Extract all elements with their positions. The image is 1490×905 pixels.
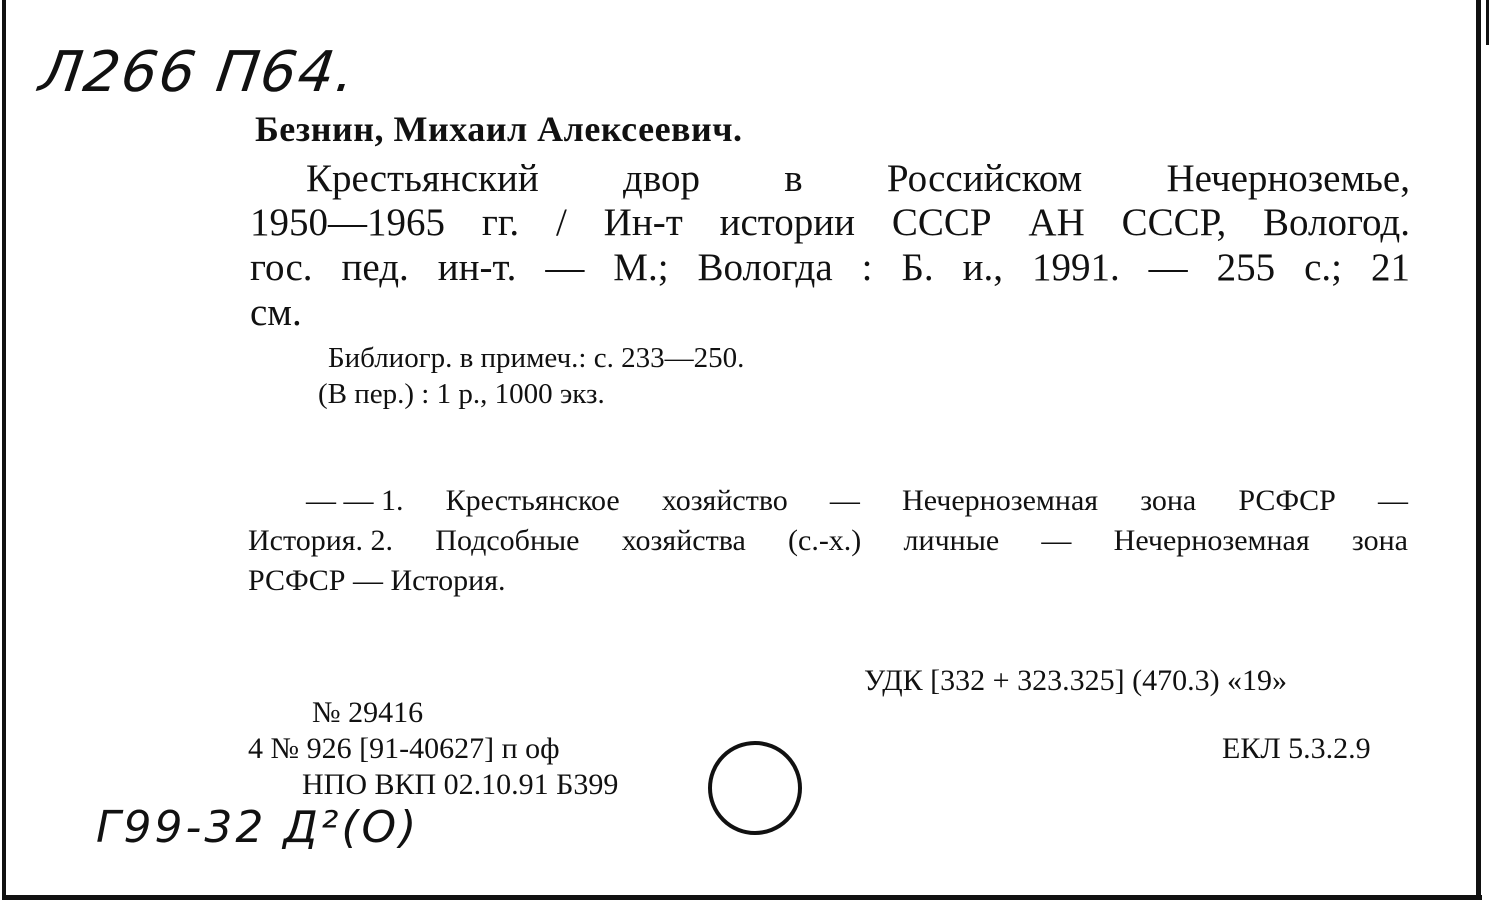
title-word: 1991. bbox=[1031, 246, 1120, 289]
subject-word: хозяйство bbox=[661, 484, 788, 517]
subject-line-1 bbox=[248, 481, 1408, 521]
title-word: 21 bbox=[1370, 246, 1410, 289]
ekl-classification: ЕКЛ 5.3.2.9 bbox=[1222, 732, 1371, 765]
subject-word: РСФСР bbox=[1238, 484, 1336, 517]
title-word: Вологод. bbox=[1263, 201, 1410, 244]
title-line-3 bbox=[250, 245, 1410, 291]
title-word: Ин-т bbox=[603, 201, 683, 244]
title-word: пед. bbox=[341, 246, 409, 289]
subject-word: (с.-х.) bbox=[788, 524, 862, 557]
subject-word: Подсобные bbox=[435, 524, 580, 557]
author-heading: Безнин, Михаил Алексеевич. bbox=[255, 109, 743, 149]
subject-word: Крестьянское bbox=[445, 484, 620, 517]
card-border-right bbox=[1476, 0, 1481, 900]
title-word: — bbox=[1148, 246, 1188, 289]
subject-word: хозяйства bbox=[621, 524, 746, 557]
subject-word: — bbox=[1041, 524, 1072, 557]
title-word: истории bbox=[719, 201, 856, 244]
title-word: гг. bbox=[481, 201, 520, 244]
title-word: : bbox=[861, 246, 873, 289]
title-word: СССР bbox=[891, 201, 992, 244]
title-word: с.; bbox=[1304, 246, 1343, 289]
card-border-left bbox=[2, 0, 6, 900]
card-border-bottom bbox=[2, 895, 1482, 900]
title-word: Крестьянский bbox=[306, 157, 539, 200]
subject-line-2 bbox=[248, 521, 1408, 561]
subject-word: зона bbox=[1140, 484, 1197, 517]
subject-word: личные bbox=[903, 524, 1000, 557]
card-border-mark bbox=[1486, 0, 1489, 45]
title-word: Вологда bbox=[697, 246, 833, 289]
title-line-1 bbox=[250, 156, 1410, 202]
title-word: Российском bbox=[886, 157, 1083, 200]
binding-price-note: (В пер.) : 1 р., 1000 экз. bbox=[318, 378, 605, 410]
title-word: 1950—1965 bbox=[250, 201, 445, 244]
handwritten-inventory-mark: Г99-32 Д²(О) bbox=[96, 802, 420, 853]
title-word: СССР, bbox=[1121, 201, 1227, 244]
publisher-line: НПО ВКП 02.10.91 Б399 bbox=[302, 768, 619, 801]
catalog-number: № 29416 bbox=[312, 696, 424, 729]
handwritten-shelfmark: Л266 П64. bbox=[35, 40, 361, 105]
title-word: / bbox=[556, 201, 567, 244]
title-line-2 bbox=[250, 200, 1410, 246]
subject-word: — bbox=[829, 484, 860, 517]
title-word: 255 bbox=[1216, 246, 1276, 289]
bibliography-note: Библиогр. в примеч.: с. 233—250. bbox=[328, 342, 745, 374]
subject-word: зона bbox=[1351, 524, 1408, 557]
title-word: М.; bbox=[613, 246, 669, 289]
title-word: ин-т. bbox=[437, 246, 517, 289]
title-word: Б. bbox=[901, 246, 934, 289]
subject-word: Нечерноземная bbox=[902, 484, 1099, 517]
subject-word: Нечерноземная bbox=[1113, 524, 1310, 557]
circle-stamp-icon bbox=[703, 735, 803, 835]
udk-classification: УДК [332 + 323.325] (470.3) «19» bbox=[864, 664, 1288, 697]
subject-word: — bbox=[1377, 484, 1408, 517]
subject-word: История. 2. bbox=[248, 524, 394, 557]
title-word: и., bbox=[962, 246, 1003, 289]
title-word: в bbox=[784, 157, 803, 200]
title-word: Нечерноземье, bbox=[1166, 157, 1410, 200]
print-order-line: 4 № 926 [91-40627] п оф bbox=[248, 732, 560, 765]
title-word: двор bbox=[623, 157, 700, 200]
subject-word: — — 1. bbox=[306, 484, 404, 517]
title-word: — bbox=[545, 246, 585, 289]
subject-line-3: РСФСР — История. bbox=[248, 564, 506, 597]
title-word: гос. bbox=[250, 246, 313, 289]
title-word: АН bbox=[1028, 201, 1085, 244]
title-line-4: см. bbox=[250, 291, 302, 334]
